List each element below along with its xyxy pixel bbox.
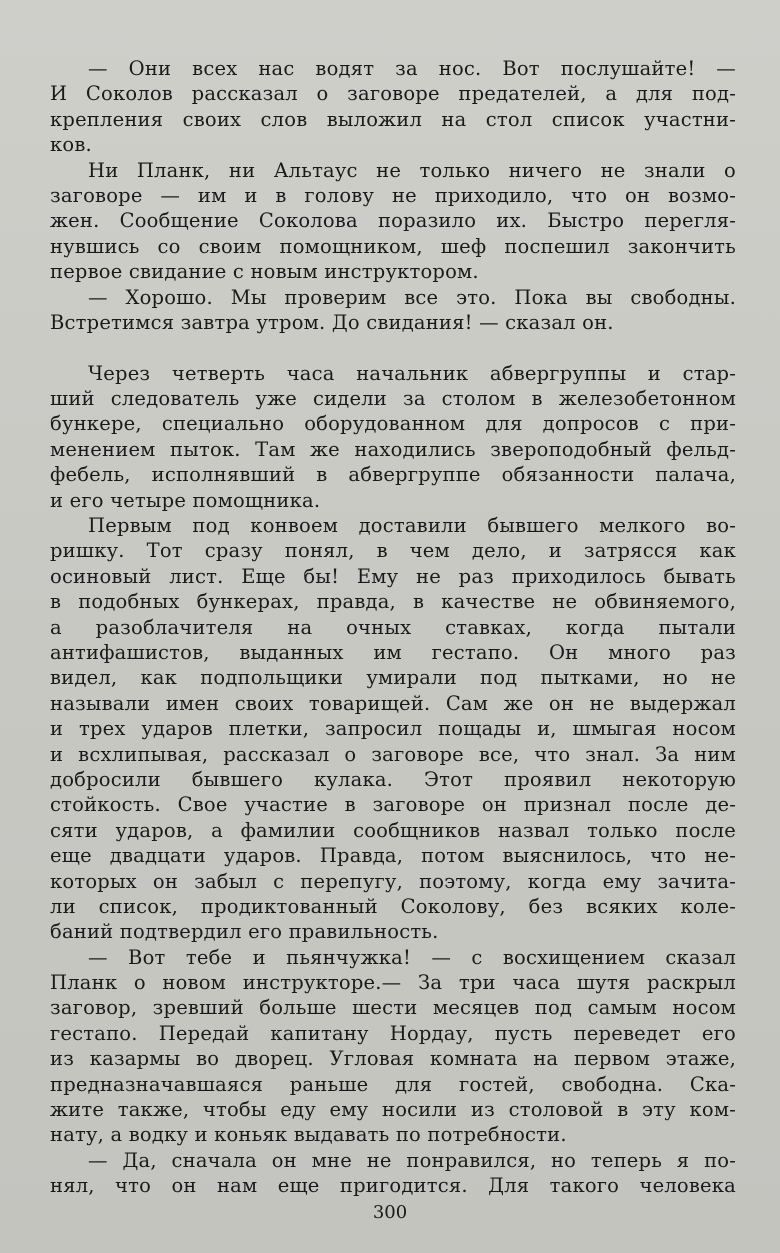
text-line: менением пыток. Там же находились звероподобный фельд-: [50, 437, 736, 461]
text-line: — Они всех нас водят за нос. Вот послушайте! —: [88, 57, 736, 80]
text-line: фебель, исполнявший в абвергруппе обязанности палача,: [50, 463, 736, 487]
text-line: гестапо. Передай капитану Нордау, пусть переведет его: [50, 1021, 736, 1045]
text-line: и трех ударов плетки, запросил пощады и, шмыгая носом: [50, 717, 736, 741]
text-line: Ни Планк, ни Альтаус не только ничего не знали о: [88, 158, 736, 182]
text-line: Встретимся завтра утром. До свидания! — сказал он.: [50, 310, 614, 334]
text-line: И Соколов рассказал о заговоре предателей, а для под-: [50, 82, 736, 106]
text-line: баний подтвердил его правильность.: [50, 920, 439, 944]
paragraph: [50, 945, 736, 1148]
text-line: жен. Сообщение Соколова поразило их. Быстро перегля-: [50, 209, 736, 233]
text-line: ришку. Тот сразу понял, в чем дело, и затрясся как: [50, 539, 736, 563]
text-line: нату, а водку и коньяк выдавать по потребности.: [50, 1123, 567, 1147]
text-line: заговор, зревший больше шести месяцев под самым носом: [50, 996, 736, 1020]
text-line: и его четыре помощника.: [50, 488, 321, 512]
text-line: Через четверть часа начальник абвергруппы и стар-: [88, 361, 736, 385]
text-line: нувшись со своим помощником, шеф поспешил закончить: [50, 234, 736, 258]
text-line: нял, что он нам еще пригодится. Для такого человека: [50, 1174, 736, 1198]
text-line: сяти ударов, а фамилии сообщников назвал только после: [50, 818, 736, 842]
text-line: Первым под конвоем доставили бывшего мелкого во-: [88, 514, 736, 538]
text-line: крепления своих слов выложил на стол список участни-: [50, 107, 736, 131]
text-line: стойкость. Свое участие в заговоре он признал после де-: [50, 793, 736, 817]
paragraph: [50, 285, 736, 336]
text-line: Планк о новом инструкторе.— За три часа шутя раскрыл: [50, 971, 736, 995]
paragraph: [50, 56, 736, 158]
text-line: жите также, чтобы еду ему носили из столовой в эту ком-: [50, 1098, 736, 1122]
text-line: из казармы во дворец. Угловая комната на первом этаже,: [50, 1047, 736, 1071]
text-line: ков.: [50, 133, 92, 157]
text-line: в подобных бункерах, правда, в качестве не обвиняемого,: [50, 590, 736, 614]
text-line: — Вот тебе и пьянчужка! — с восхищением сказал: [88, 945, 736, 969]
paragraph: [50, 361, 736, 513]
text-line: первое свидание с новым инструктором.: [50, 260, 479, 284]
paragraph: [50, 158, 736, 285]
text-line: называли имен своих товарищей. Сам же он не выдержал: [50, 691, 736, 715]
paragraph: [50, 1148, 736, 1199]
text-line: добросили бывшего кулака. Этот проявил некоторую: [50, 767, 736, 791]
text-line: видел, как подпольщики умирали под пытками, но не: [50, 666, 736, 690]
text-line: которых он забыл с перепугу, поэтому, когда ему зачита-: [50, 869, 736, 893]
text-line: ший следователь уже сидели за столом в железобетонном: [50, 387, 736, 411]
text-line: — Да, сначала он мне не понравился, но теперь я по-: [88, 1148, 736, 1172]
text-line: а разоблачителя на очных ставках, когда пытали: [50, 615, 736, 639]
paragraph-gap: [50, 335, 736, 360]
text-line: антифашистов, выданных им гестапо. Он много раз: [50, 640, 736, 664]
page-text-body: [50, 56, 736, 1199]
text-line: заговоре — им и в голову не приходило, что он возмо-: [50, 183, 736, 207]
text-line: осиновый лист. Еще бы! Ему не раз приходилось бывать: [50, 564, 736, 588]
text-line: ли список, продиктованный Соколову, без всяких коле-: [50, 894, 736, 918]
text-line: — Хорошо. Мы проверим все это. Пока вы свободны.: [88, 285, 736, 309]
paragraph: [50, 513, 736, 945]
text-line: и всхлипывая, рассказал о заговоре все, что знал. За ним: [50, 742, 736, 766]
text-line: предназначавшаяся раньше для гостей, свободна. Ска-: [50, 1072, 736, 1096]
text-line: бункере, специально оборудованном для допросов с при-: [50, 412, 736, 436]
page-number: 300: [372, 1202, 408, 1223]
text-line: еще двадцати ударов. Правда, потом выяснилось, что не-: [50, 844, 736, 868]
